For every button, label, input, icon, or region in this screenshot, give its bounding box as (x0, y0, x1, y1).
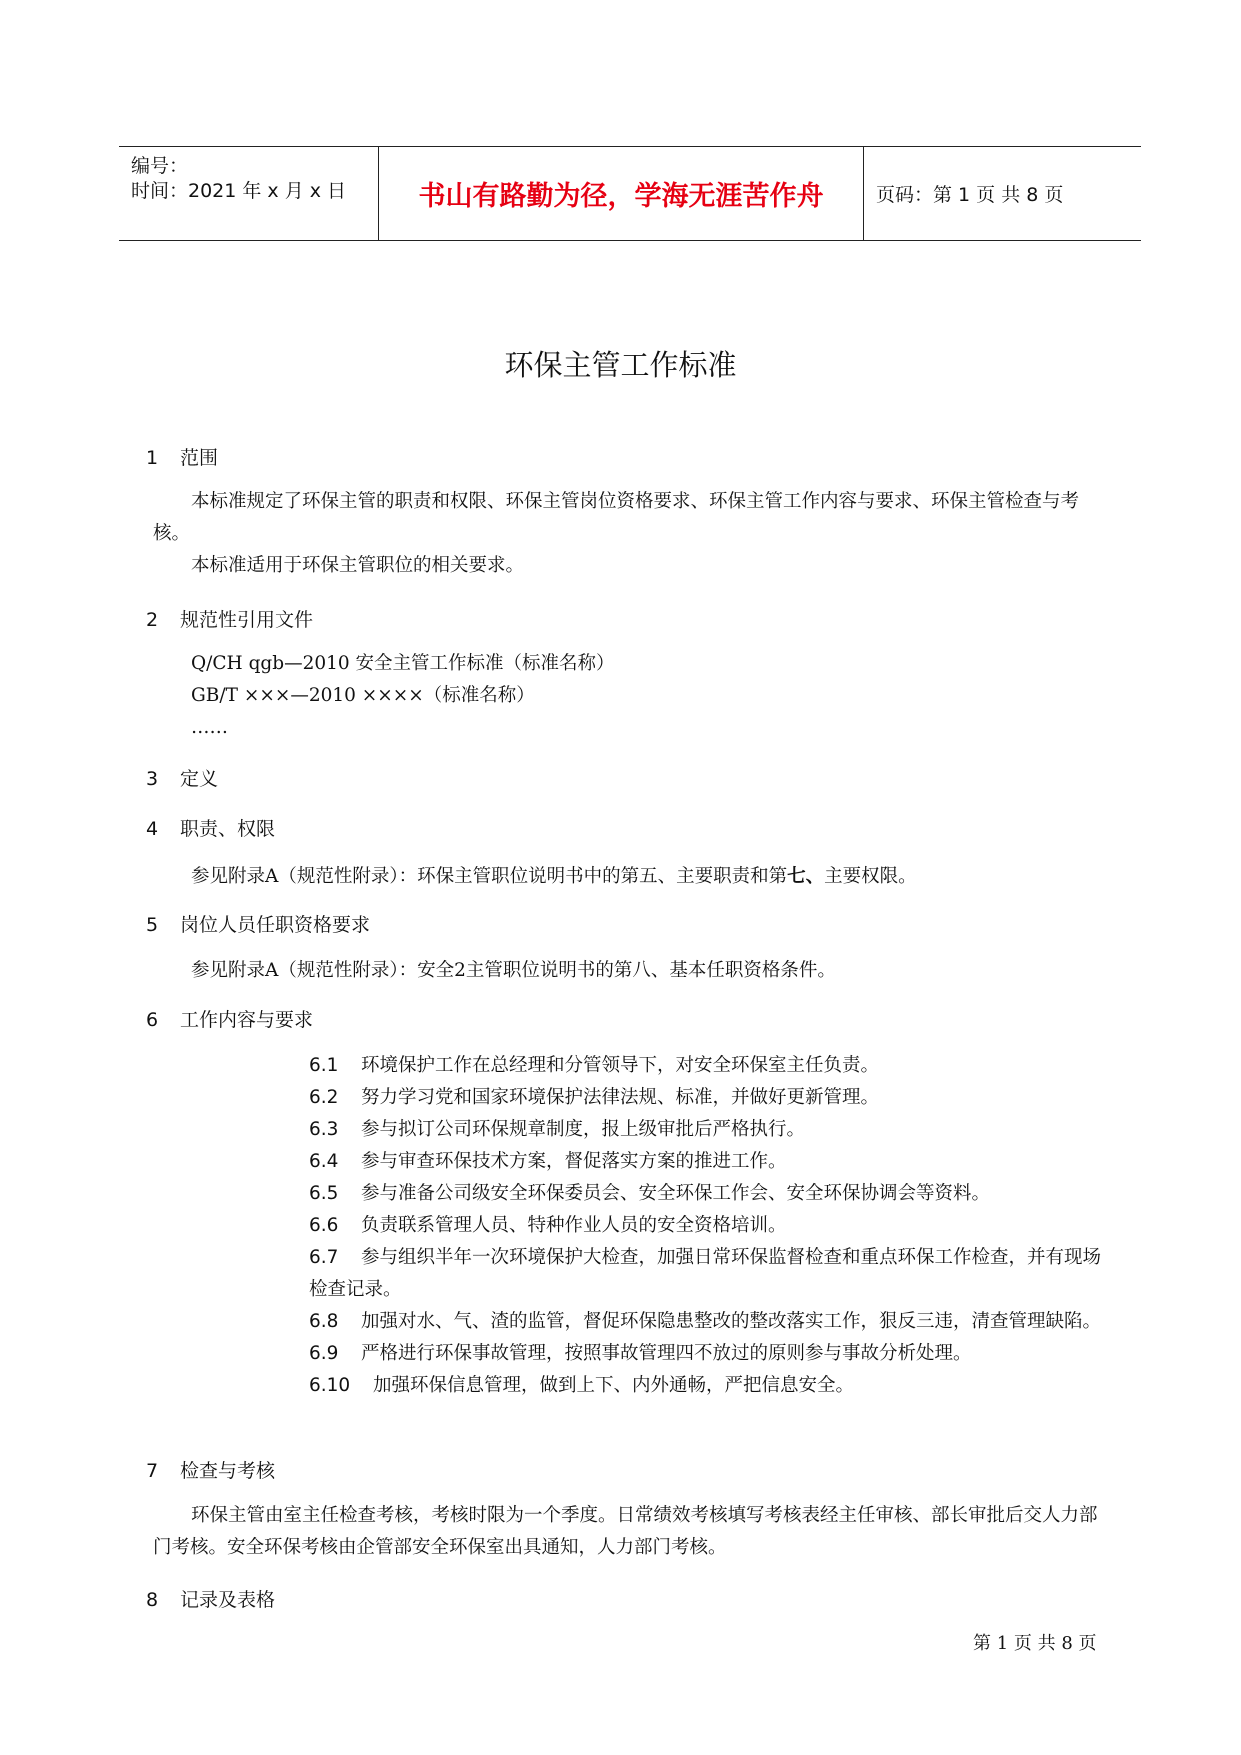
section-5-body: 参见附录A（规范性附录）：安全2主管职位说明书的第八、基本任职资格条件。 (191, 960, 836, 981)
section-number: 3 (146, 768, 159, 790)
work-item (309, 1178, 1119, 1210)
paragraph: 环保主管由室主任检查考核，考核时限为一个季度。日常绩效考核填写考核表经主任审核、部长审批后交人力部门考核。安全环保考核由企管部安全环保室出具通知，人力部门考核。 (153, 1505, 1098, 1558)
header-motto-cell (378, 147, 864, 240)
section-title: 记录及表格 (180, 1589, 276, 1611)
item-number: 6.10 (309, 1375, 351, 1396)
header-motto: 书山有路勤为径，学海无涯苦作舟 (418, 181, 824, 212)
work-item (309, 1082, 1119, 1114)
section-number: 4 (146, 818, 159, 840)
page-footer: 第 1 页 共 8 页 (973, 1633, 1097, 1654)
item-text: 严格进行环保事故管理，按照事故管理四不放过的原则参与事故分析处理。 (361, 1343, 972, 1364)
section-title: 检查与考核 (180, 1460, 276, 1482)
item-number: 6.7 (309, 1247, 339, 1268)
section-heading-5 (146, 910, 370, 937)
section-number: 1 (146, 447, 159, 469)
section-title: 范围 (180, 447, 219, 469)
work-item (309, 1370, 1119, 1402)
section-number: 8 (146, 1589, 159, 1611)
item-number: 6.8 (309, 1311, 339, 1332)
section-4-text-end: 主要权限。 (824, 866, 917, 887)
reference-item: …… (191, 717, 228, 738)
item-text: 参与拟订公司环保规章制度，报上级审批后严格执行。 (361, 1119, 806, 1140)
section-number: 6 (146, 1009, 159, 1031)
paragraph: 本标准适用于环保主管职位的相关要求。 (191, 555, 525, 576)
work-item (309, 1242, 1119, 1306)
section-title: 定义 (180, 768, 219, 790)
section-title: 工作内容与要求 (180, 1009, 314, 1031)
section-number: 2 (146, 609, 159, 631)
paragraph: 本标准规定了环保主管的职责和权限、环保主管岗位资格要求、环保主管工作内容与要求、环保主管检查与考核。 (153, 491, 1080, 544)
work-item (309, 1050, 1119, 1082)
item-number: 6.9 (309, 1343, 339, 1364)
work-item (309, 1306, 1119, 1338)
section-4-text: 参见附录A（规范性附录）：环保主管职位说明书中的第五、主要职责和第 (191, 866, 788, 887)
item-number: 6.3 (309, 1119, 339, 1140)
item-text: 负责联系管理人员、特种作业人员的安全资格培训。 (361, 1215, 787, 1236)
header-left-cell (119, 147, 378, 240)
work-item (309, 1114, 1119, 1146)
item-text: 加强对水、气、渣的监管，督促环保隐患整改的整改落实工作，狠反三违，清查管理缺陷。 (361, 1311, 1102, 1332)
section-heading-2 (146, 605, 313, 632)
section-title: 职责、权限 (180, 818, 276, 840)
document-number-label: 编号： (131, 155, 189, 177)
section-heading-3 (146, 764, 218, 791)
document-time-label: 时间：2021 年 x 月 x 日 (131, 180, 347, 202)
item-number: 6.4 (309, 1151, 339, 1172)
section-number: 7 (146, 1460, 159, 1482)
work-item (309, 1146, 1119, 1178)
header-page-cell (864, 147, 1141, 240)
section-heading-7 (146, 1456, 275, 1483)
work-item (309, 1210, 1119, 1242)
item-text: 努力学习党和国家环境保护法律法规、标准，并做好更新管理。 (361, 1087, 880, 1108)
item-text: 参与组织半年一次环境保护大检查，加强日常环保监督检查和重点环保工作检查，并有现场检查记录。 (309, 1247, 1102, 1300)
section-title: 岗位人员任职资格要求 (180, 914, 371, 936)
section-heading-6 (146, 1005, 313, 1032)
section-4-bold-text: 七、 (787, 866, 825, 887)
work-items-list (309, 1050, 1119, 1402)
item-text: 参与审查环保技术方案，督促落实方案的推进工作。 (361, 1151, 787, 1172)
header-table (119, 146, 1141, 241)
item-text: 加强环保信息管理，做到上下、内外通畅，严把信息安全。 (373, 1375, 855, 1396)
item-number: 6.1 (309, 1055, 339, 1076)
section-number: 5 (146, 914, 159, 936)
item-number: 6.5 (309, 1183, 339, 1204)
section-title: 规范性引用文件 (180, 609, 314, 631)
item-number: 6.6 (309, 1215, 339, 1236)
work-item (309, 1338, 1119, 1370)
section-7-body (153, 1500, 1113, 1564)
header-page-info: 页码：第 1 页 共 8 页 (876, 184, 1064, 206)
reference-item: GB/T ×××—2010 ××××（标准名称） (191, 685, 535, 706)
section-1-body (153, 486, 1113, 582)
item-text: 参与准备公司级安全环保委员会、安全环保工作会、安全环保协调会等资料。 (361, 1183, 991, 1204)
document-title: 环保主管工作标准 (504, 348, 737, 382)
section-heading-8 (146, 1585, 275, 1612)
reference-item: Q/CH qgb—2010 安全主管工作标准（标准名称） (191, 653, 615, 674)
item-number: 6.2 (309, 1087, 339, 1108)
reference-list (191, 648, 615, 744)
section-heading-1 (146, 443, 218, 470)
section-4-body (191, 862, 917, 888)
section-heading-4 (146, 814, 275, 841)
item-text: 环境保护工作在总经理和分管领导下，对安全环保室主任负责。 (361, 1055, 880, 1076)
